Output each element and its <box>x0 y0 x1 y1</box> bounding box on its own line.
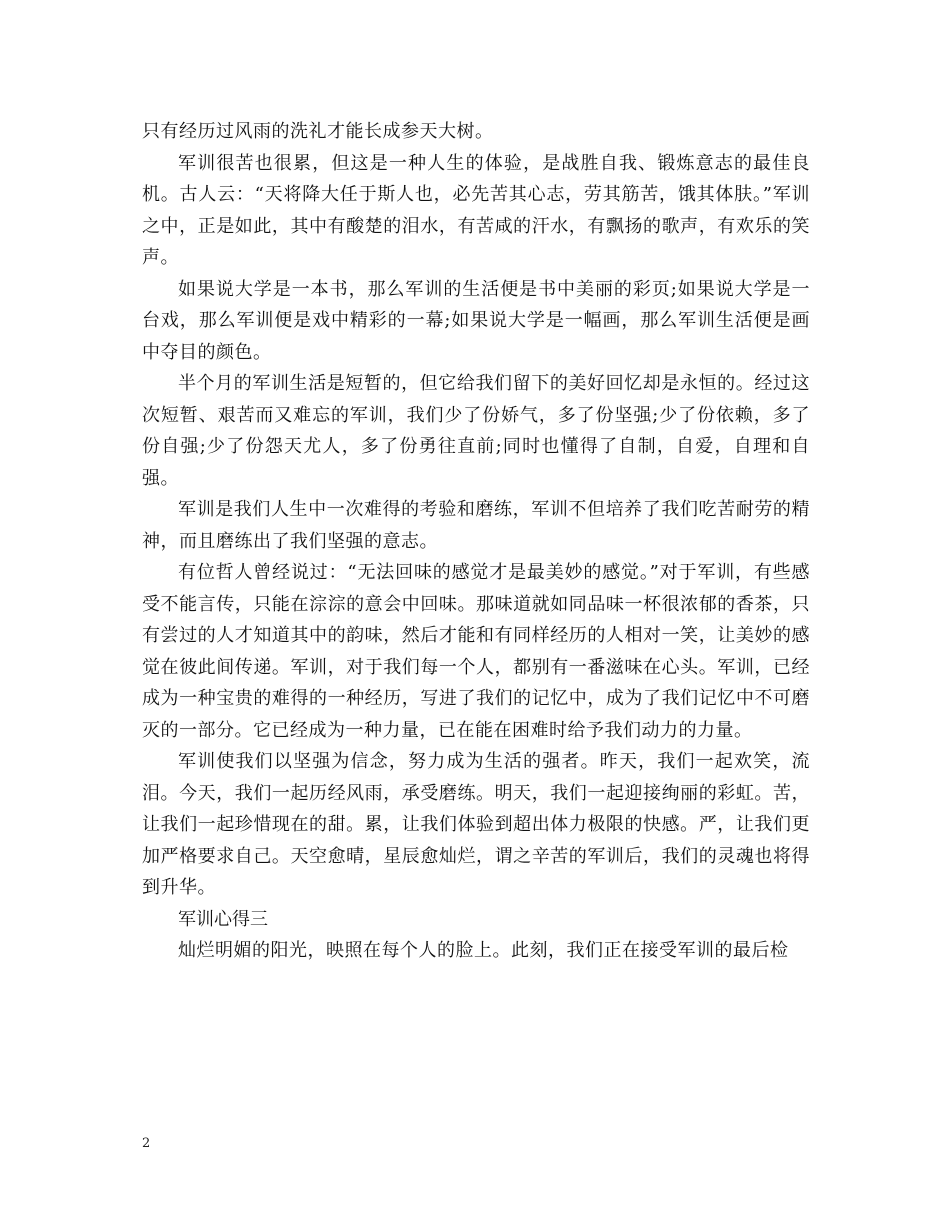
paragraph: 有位哲人曾经说过：“无法回味的感觉才是最美妙的感觉。”对于军训，有些感受不能言传，只能在淙淙的意会中回味。那味道就如同品味一杯很浓郁的香茶，只有尝过的人才知道其中的韵味，然后才能和有同样经历的人相对一笑，让美妙的感觉在彼此间传递。军训，对于我们每一个人，都别有一番滋味在心头。军训，已经成为一种宝贵的难得的一种经历，写进了我们的记忆中，成为了我们记忆中不可磨灭的一部分。它已经成为一种力量，已在能在困难时给予我们动力的力量。 <box>142 562 810 741</box>
paragraph: 灿烂明媚的阳光，映照在每个人的脸上。此刻，我们正在接受军训的最后检 <box>178 940 789 961</box>
paragraph: 半个月的军训生活是短暂的，但它给我们留下的美好回忆却是永恒的。经过这次短暂、艰苦而又难忘的军训，我们少了份娇气，多了份坚强;少了份依赖，多了份自强;少了份怨天尤人，多了份勇往直前;同时也懂得了自制，自爱，自理和自强。 <box>142 373 810 489</box>
paragraph: 军训使我们以坚强为信念，努力成为生活的强者。昨天，我们一起欢笑，流泪。今天，我们一起历经风雨，承受磨练。明天，我们一起迎接绚丽的彩虹。苦，让我们一起珍惜现在的甜。累，让我们体验到超出体力极限的快感。严，让我们更加严格要求自己。天空愈晴，星辰愈灿烂，谓之辛苦的军训后，我们的灵魂也将得到升华。 <box>142 751 810 898</box>
paragraph: 只有经历过风雨的洗礼才能长成参天大树。 <box>142 121 494 142</box>
paragraph: 军训很苦也很累，但这是一种人生的体验，是战胜自我、锻炼意志的最佳良机。古人云：“天将降大任于斯人也，必先苦其心志，劳其筋苦，饿其体肤。”军训之中，正是如此，其中有酸楚的泪水，有苦咸的汗水，有飘扬的歌声，有欢乐的笑声。 <box>142 152 810 268</box>
paragraph: 军训是我们人生中一次难得的考验和磨练，军训不但培养了我们吃苦耐劳的精神，而且磨练出了我们坚强的意志。 <box>142 499 810 552</box>
paragraph: 如果说大学是一本书，那么军训的生活便是书中美丽的彩页;如果说大学是一台戏，那么军训便是戏中精彩的一幕;如果说大学是一幅画，那么军训生活便是画中夺目的颜色。 <box>142 278 810 363</box>
section-heading: 军训心得三 <box>178 908 268 930</box>
document-body <box>142 116 810 967</box>
page-number: 2 <box>142 1136 151 1151</box>
